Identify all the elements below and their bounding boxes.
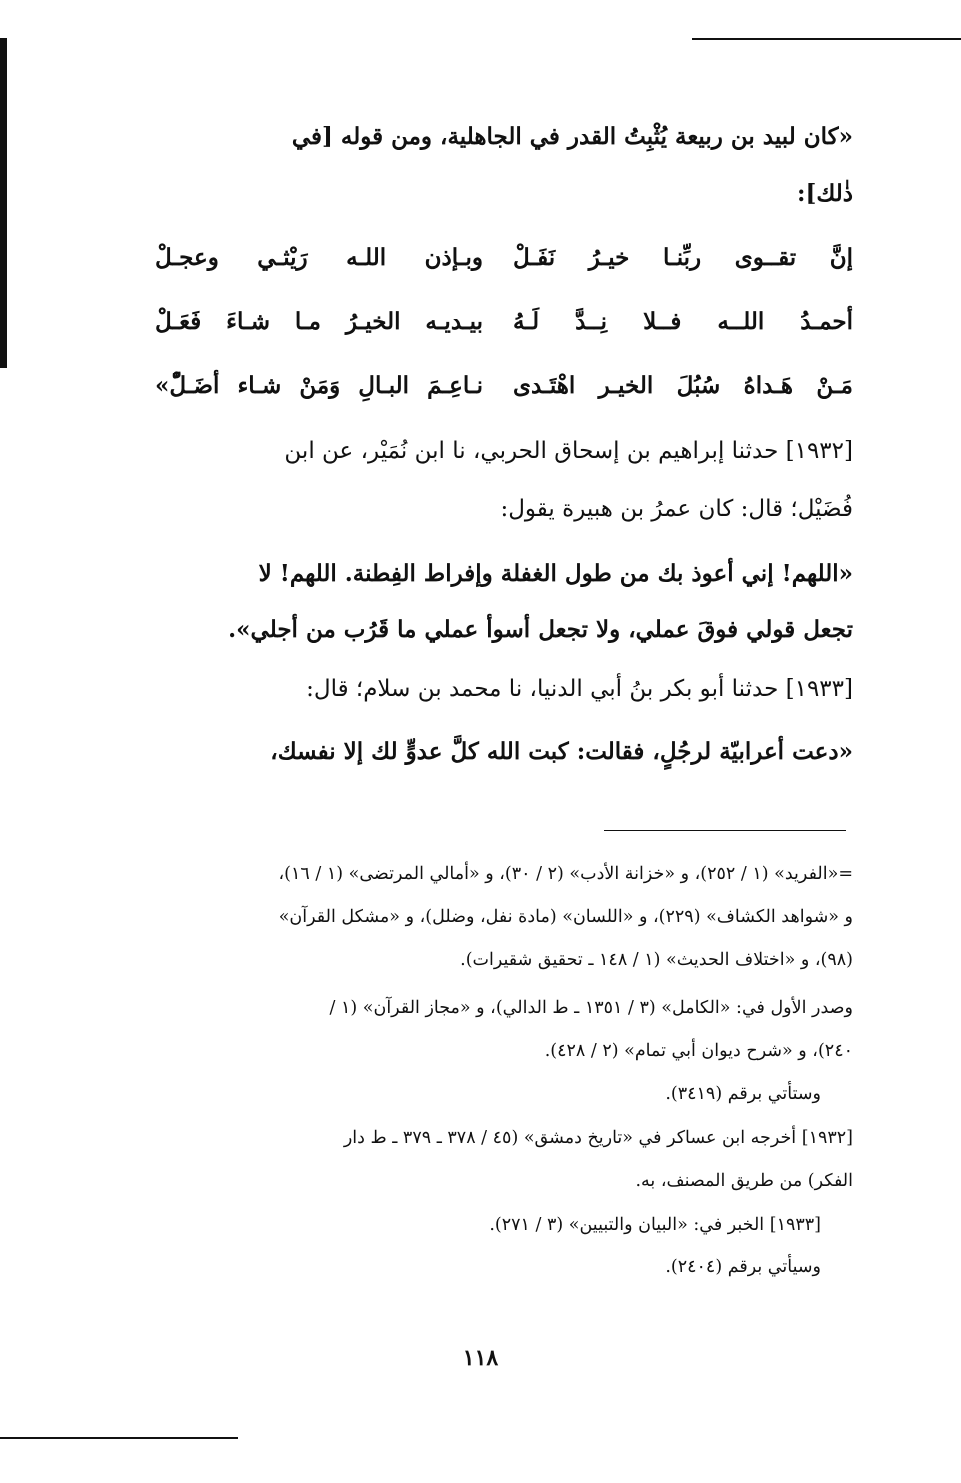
quote-1-line-2: ذٰلك]: (796, 180, 853, 207)
hadith-1933: [١٩٣٣] حدثنا أبو بكر بنُ أبي الدنيا، نا محمد بن سلام؛ قال: (306, 676, 853, 702)
footnote-3: وستأتي برقم (٣٤١٩). (665, 1084, 821, 1104)
footnote-4-line-2: الفكر) من طريق المصنف، به. (635, 1171, 853, 1191)
quote-2-line-2: تجعل قولي فوقَ عملي، ولا تجعل أسوأ عملي ما قَرُب من أجلي». (228, 616, 853, 643)
poem-verse-1-left: وبـإذن اللـه رَيْثـي وعجـلْ (155, 244, 483, 271)
footnote-6: وسيأتي برقم (٢٤٠٤). (665, 1257, 821, 1277)
footnote-separator (604, 830, 846, 831)
quote-2-line-1: «اللهم! إني أعوذ بك من طول الغفلة وإفراط الفِطنة. اللهم! لا (258, 560, 853, 587)
poem-verse-3-left: نـاعِـمَ البـالِ وَمَنْ شـاء أضَـلّْ» (155, 372, 483, 399)
poem-verse-2-right: أحمـدُ اللــه فــلا نِــدَّ لَـهُ (513, 308, 853, 335)
footer-rule (0, 1437, 238, 1439)
poem-verse-2-left: بيـديـه الخيـرُ مـا شـاءَ فَعَـلْ (155, 308, 483, 335)
poem-verse-1-right: إنَّ تقــوى ربِّنـا خيـرُ نَفَـلْ (513, 244, 853, 271)
footnote-1-line-1: =«الفريد» (١ / ٢٥٢)، و «خزانة الأدب» (٢ / ٣٠)، و «أمالي المرتضى» (١ / ١٦)، (278, 864, 853, 884)
quote-3: «دعت أعرابيّة لرجُلٍ، فقالت: كبت الله كلَّ عدوٍّ لك إلا نفسك، (270, 738, 853, 765)
scan-edge-bar (0, 38, 7, 368)
header-rule (692, 38, 961, 40)
hadith-1932-line-2: فُضَيْل؛ قال: كان عمرُ بن هبيرة يقول: (500, 496, 853, 522)
footnote-1-line-3: (٩٨)، و «اختلاف الحديث» (١ / ١٤٨ ـ تحقيق شقيرات). (460, 950, 853, 970)
quote-1-line-1: «كان لبيد بن ربيعة يُثْبِتُ القدر في الجاهلية، ومن قوله [في (291, 123, 853, 150)
footnote-5: [١٩٣٣] الخبر في: «البيان والتبيين» (٣ / ٢٧١). (489, 1215, 821, 1235)
poem-verse-3-right: مَـنْ هَـداهُ سُبُلَ الخيـر اهْتَـدى (513, 372, 853, 399)
page-number: ١١٨ (462, 1345, 499, 1371)
footnote-2-line-2: ٢٤٠)، و «شرح ديوان أبي تمام» (٢ / ٤٢٨). (544, 1041, 853, 1061)
hadith-1932-line-1: [١٩٣٢] حدثنا إبراهيم بن إسحاق الحربي، نا ابن نُمَيْر، عن ابن (284, 438, 853, 464)
footnote-2-line-1: وصدر الأول في: «الكامل» (٣ / ١٣٥١ ـ ط الدالي)، و «مجاز القرآن» (١ / (329, 998, 853, 1018)
footnote-4-line-1: [١٩٣٢] أخرجه ابن عساكر في «تاريخ دمشق» (٤٥ / ٣٧٨ ـ ٣٧٩ ـ ط دار (343, 1128, 853, 1148)
footnote-1-line-2: و «شواهد الكشاف» (٢٢٩)، و «اللسان» (مادة نفل، وضلل)، و «مشكل القرآن» (278, 907, 853, 927)
